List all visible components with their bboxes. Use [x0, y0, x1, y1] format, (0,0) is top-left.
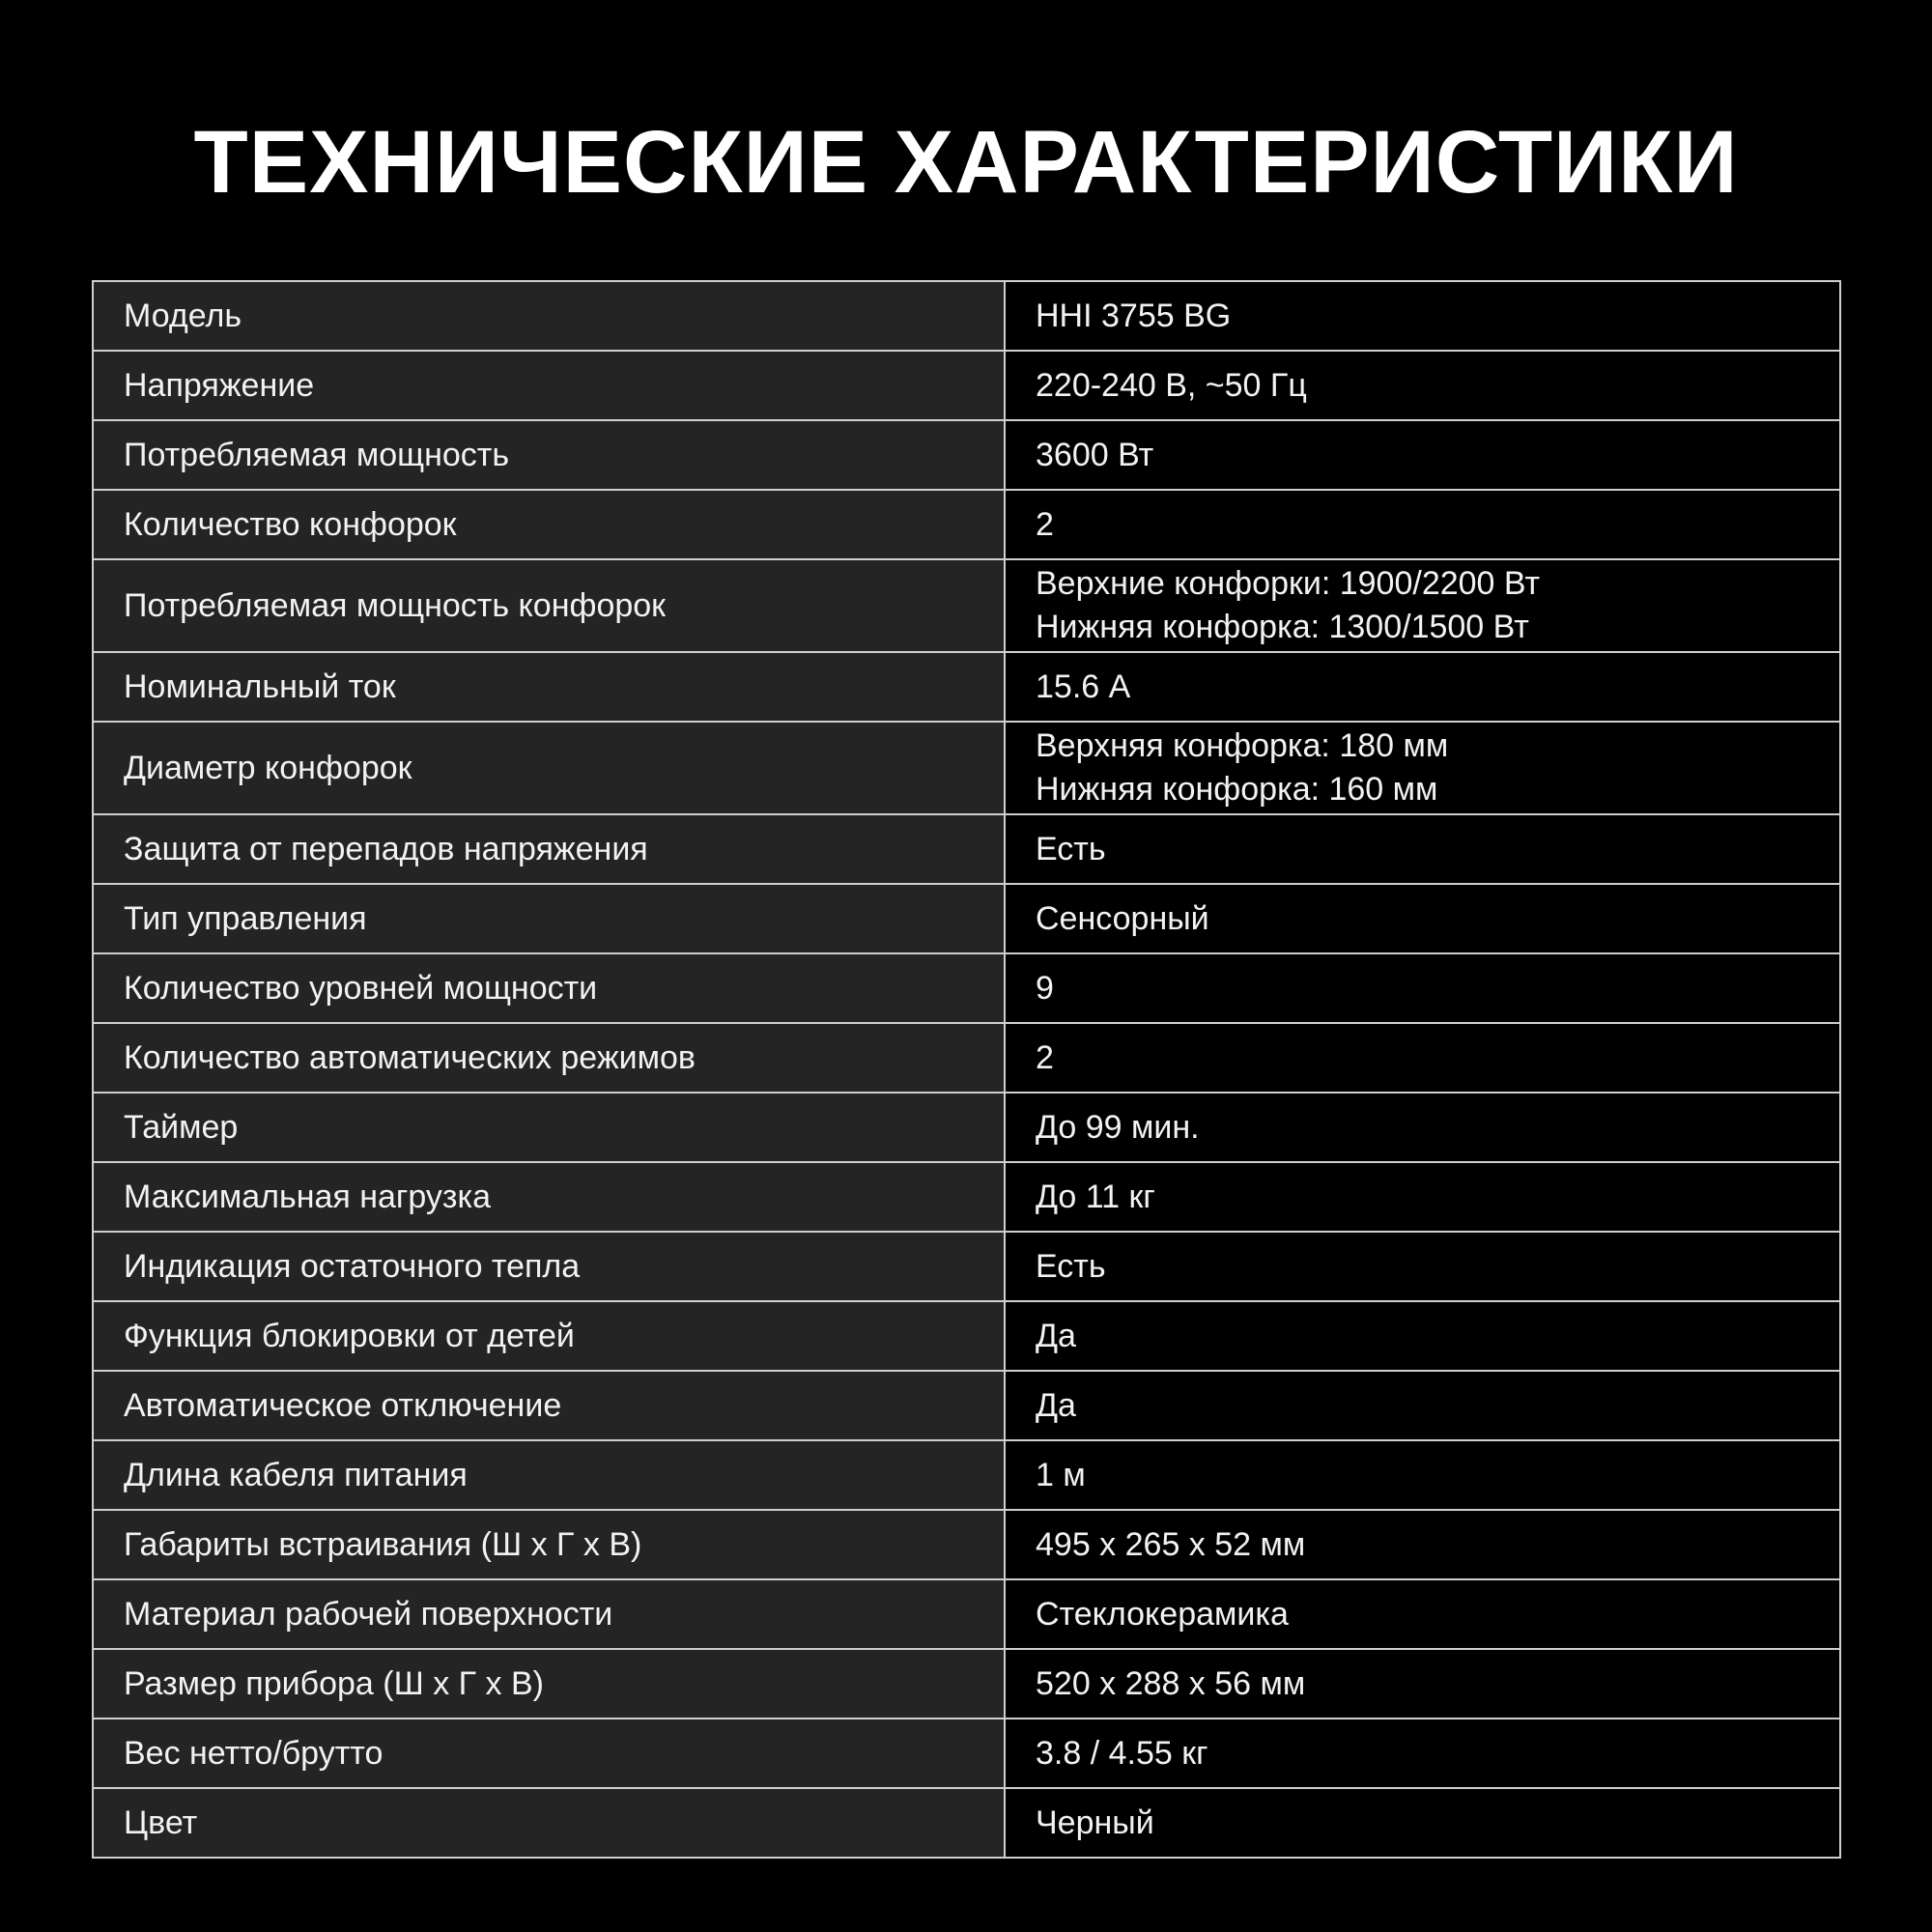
spec-value-line: До 11 кг [1036, 1178, 1155, 1215]
spec-value-line: 1 м [1036, 1456, 1086, 1493]
spec-value-line: Да [1036, 1317, 1076, 1354]
spec-value-line: Сенсорный [1036, 899, 1209, 937]
spec-value-cell [1006, 1511, 1839, 1578]
spec-table [92, 280, 1841, 1859]
spec-value-cell [1006, 723, 1839, 813]
spec-value-line: Есть [1036, 1247, 1106, 1285]
spec-value-line: Нижняя конфорка: 160 мм [1036, 771, 1438, 808]
spec-value-line: 220-240 В, ~50 Гц [1036, 366, 1307, 404]
spec-value-cell [1006, 815, 1839, 883]
spec-value-cell [1006, 352, 1839, 419]
table-row [94, 352, 1839, 421]
spec-value-line: 15.6 А [1036, 668, 1131, 705]
spec-name-cell: Вес нетто/брутто [94, 1719, 1006, 1787]
spec-name-cell: Габариты встраивания (Ш х Г х В) [94, 1511, 1006, 1578]
table-row [94, 1024, 1839, 1094]
spec-value-line: Есть [1036, 830, 1106, 867]
page-title: ТЕХНИЧЕСКИЕ ХАРАКТЕРИСТИКИ [193, 113, 1739, 212]
table-row [94, 723, 1839, 815]
table-row [94, 1441, 1839, 1511]
table-row [94, 1302, 1839, 1372]
spec-name-cell: Защита от перепадов напряжения [94, 815, 1006, 883]
spec-value-cell [1006, 954, 1839, 1022]
spec-value-cell [1006, 1441, 1839, 1509]
spec-name-cell: Потребляемая мощность [94, 421, 1006, 489]
table-row [94, 1094, 1839, 1163]
spec-name-cell: Максимальная нагрузка [94, 1163, 1006, 1231]
table-row [94, 1233, 1839, 1302]
spec-name-cell: Потребляемая мощность конфорок [94, 560, 1006, 651]
table-row [94, 421, 1839, 491]
table-row [94, 1372, 1839, 1441]
spec-name-cell: Номинальный ток [94, 653, 1006, 721]
spec-name-cell: Автоматическое отключение [94, 1372, 1006, 1439]
spec-name-cell: Индикация остаточного тепла [94, 1233, 1006, 1300]
spec-name-cell: Размер прибора (Ш х Г х В) [94, 1650, 1006, 1718]
spec-name-cell: Цвет [94, 1789, 1006, 1857]
spec-value-line: Стеклокерамика [1036, 1595, 1289, 1633]
spec-value-line: Нижняя конфорка: 1300/1500 Вт [1036, 609, 1529, 645]
spec-value-line: 2 [1036, 1038, 1054, 1076]
spec-value-cell [1006, 653, 1839, 721]
spec-value-line: Да [1036, 1386, 1076, 1424]
spec-name-cell: Напряжение [94, 352, 1006, 419]
spec-name-cell: Модель [94, 282, 1006, 350]
spec-name-cell: Таймер [94, 1094, 1006, 1161]
table-row [94, 1163, 1839, 1233]
spec-value-cell [1006, 560, 1839, 651]
spec-value-cell [1006, 885, 1839, 952]
spec-value-cell [1006, 1094, 1839, 1161]
spec-name-cell: Тип управления [94, 885, 1006, 952]
spec-name-cell: Диаметр конфорок [94, 723, 1006, 813]
spec-value-cell [1006, 1163, 1839, 1231]
spec-name-cell: Количество автоматических режимов [94, 1024, 1006, 1092]
spec-value-line: 3.8 / 4.55 кг [1036, 1734, 1208, 1772]
table-row [94, 815, 1839, 885]
spec-value-cell [1006, 421, 1839, 489]
spec-name-cell: Функция блокировки от детей [94, 1302, 1006, 1370]
spec-name-cell: Количество уровней мощности [94, 954, 1006, 1022]
spec-value-cell [1006, 1024, 1839, 1092]
spec-value-line: Верхние конфорки: 1900/2200 Вт [1036, 565, 1541, 602]
spec-name-cell: Длина кабеля питания [94, 1441, 1006, 1509]
spec-value-line: До 99 мин. [1036, 1108, 1200, 1146]
spec-value-cell [1006, 1302, 1839, 1370]
table-row [94, 1511, 1839, 1580]
table-row [94, 1650, 1839, 1719]
spec-value-line: 9 [1036, 969, 1054, 1007]
spec-value-cell [1006, 282, 1839, 350]
table-row [94, 653, 1839, 723]
table-row [94, 560, 1839, 653]
table-row [94, 1719, 1839, 1789]
spec-value-cell [1006, 1580, 1839, 1648]
spec-value-cell [1006, 1719, 1839, 1787]
table-row [94, 885, 1839, 954]
spec-value-line: 2 [1036, 505, 1054, 543]
spec-value-cell [1006, 491, 1839, 558]
spec-value-line: 520 х 288 х 56 мм [1036, 1664, 1306, 1702]
spec-value-line: HHI 3755 BG [1036, 297, 1232, 334]
spec-name-cell: Количество конфорок [94, 491, 1006, 558]
spec-value-cell [1006, 1789, 1839, 1857]
spec-value-cell [1006, 1650, 1839, 1718]
spec-value-line: Верхняя конфорка: 180 мм [1036, 727, 1449, 764]
spec-value-line: 3600 Вт [1036, 436, 1154, 473]
spec-value-cell [1006, 1372, 1839, 1439]
table-row [94, 954, 1839, 1024]
table-row [94, 1580, 1839, 1650]
spec-value-line: Черный [1036, 1804, 1154, 1841]
table-row [94, 491, 1839, 560]
spec-value-line: 495 х 265 х 52 мм [1036, 1525, 1306, 1563]
spec-name-cell: Материал рабочей поверхности [94, 1580, 1006, 1648]
table-row [94, 1789, 1839, 1859]
table-row [94, 282, 1839, 352]
spec-value-cell [1006, 1233, 1839, 1300]
